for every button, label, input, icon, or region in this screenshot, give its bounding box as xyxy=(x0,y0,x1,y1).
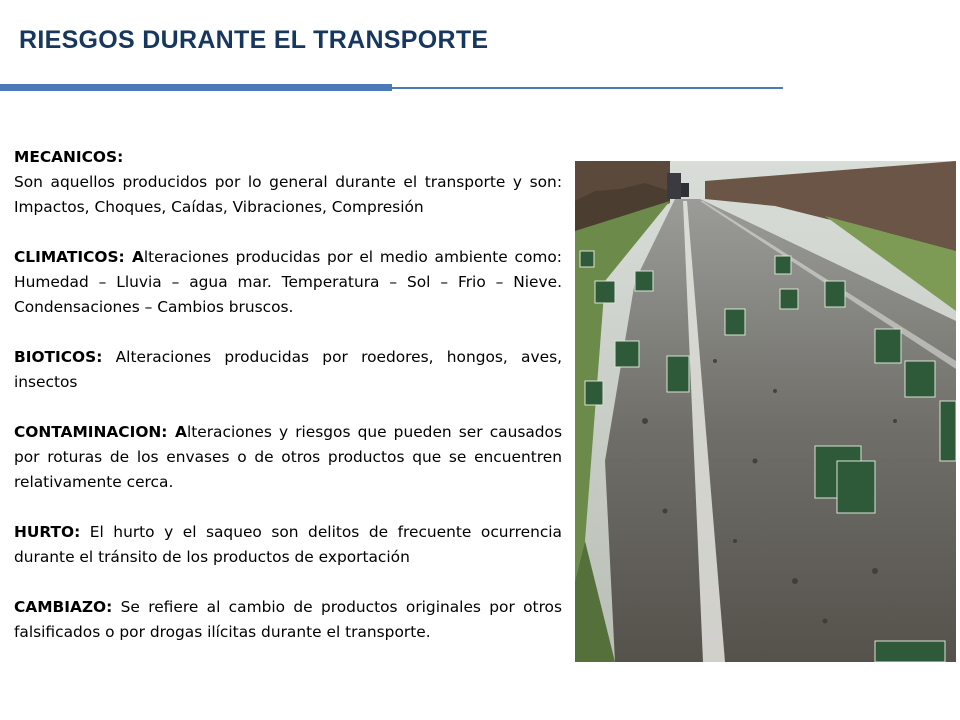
title-underline-thick xyxy=(0,84,392,91)
section-text: Se refiere al cambio de productos originales por otros falsificados o por drogas ilícitas durante el transporte. xyxy=(14,598,562,641)
section-text: Alteraciones producidas por roedores, hongos, aves, insectos xyxy=(14,348,562,391)
section-hurto xyxy=(14,520,562,570)
section-heading: BIOTICOS: xyxy=(14,348,103,366)
section-cambiazo xyxy=(14,595,562,645)
section-bioticos xyxy=(14,345,562,395)
section-text: El hurto y el saqueo son delitos de frecuente ocurrencia durante el tránsito de los productos de exportación xyxy=(14,523,562,566)
section-text: lteraciones producidas por el medio ambiente como: Humedad – Lluvia – agua mar. Temperatura – Sol – Frio – Nieve. Condensaciones – Cambios bruscos. xyxy=(14,248,562,316)
risk-list xyxy=(14,145,562,670)
section-heading: HURTO: xyxy=(14,523,81,541)
section-heading: MECANICOS: xyxy=(14,148,124,166)
section-heading: CONTAMINACION: A xyxy=(14,423,187,441)
section-heading: CLIMATICOS: A xyxy=(14,248,144,266)
section-text: Son aquellos producidos por lo general durante el transporte y son: Impactos, Choques, Caídas, Vibraciones, Compresión xyxy=(14,173,562,216)
section-contaminacion xyxy=(14,420,562,495)
road-accident-photo xyxy=(575,161,956,662)
section-climaticos xyxy=(14,245,562,320)
section-heading: CAMBIAZO: xyxy=(14,598,113,616)
section-mecanicos xyxy=(14,145,562,220)
page-title: RIESGOS DURANTE EL TRANSPORTE xyxy=(19,26,489,54)
title-underline-thin xyxy=(392,87,783,89)
section-text: lteraciones y riesgos que pueden ser causados por roturas de los envases o de otros productos que se encuentren relativamente cerca. xyxy=(14,423,562,491)
